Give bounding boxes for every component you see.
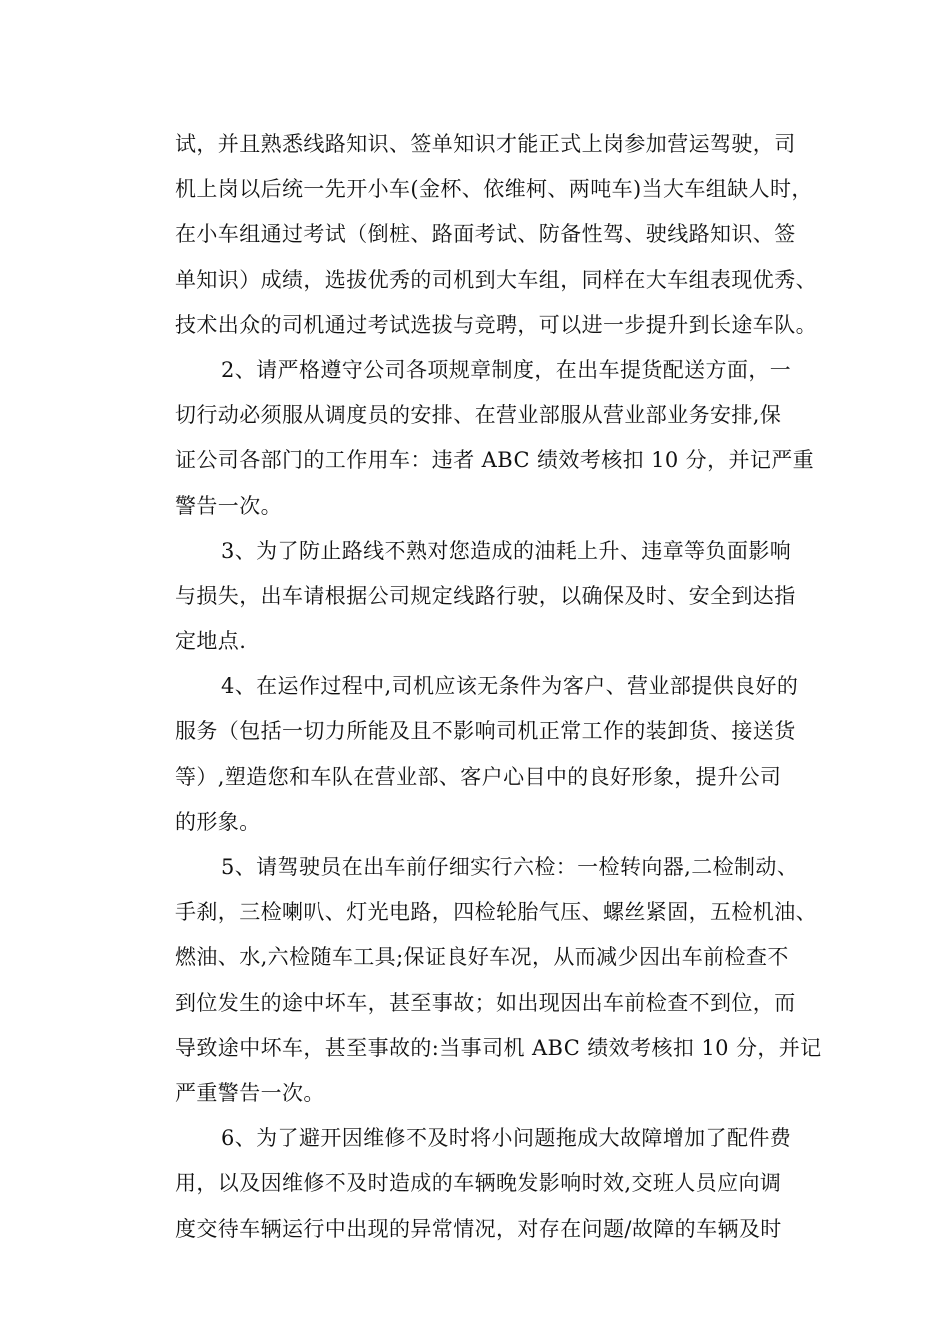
- text-line: 在小车组通过考试（倒桩、路面考试、防备性驾、驶线路知识、签: [175, 222, 796, 247]
- text-line: 证公司各部门的工作用车：违者 ABC 绩效考核扣 10 分，并记严重: [175, 448, 815, 473]
- text-line: 5、请驾驶员在出车前仔细实行六检：一检转向器,二检制动、: [221, 855, 799, 879]
- text-line: 切行动必须服从调度员的安排、在营业部服从营业部业务安排,保: [175, 403, 782, 428]
- paragraph-5: [175, 845, 845, 1116]
- text-line: 警告一次。: [175, 493, 282, 518]
- text-line: 导致途中坏车，甚至事故的:当事司机 ABC 绩效考核扣 10 分，并记: [175, 1035, 822, 1060]
- text-line: 用，以及因维修不及时造成的车辆晚发影响时效,交班人员应向调: [175, 1171, 782, 1196]
- text-line: 等）,塑造您和车队在营业部、客户心目中的良好形象，提升公司: [175, 764, 782, 789]
- text-line: 单知识）成绩，选拔优秀的司机到大车组，同样在大车组表现优秀、: [175, 267, 817, 292]
- text-line: 定地点.: [175, 629, 247, 654]
- text-line: 与损失，出车请根据公司规定线路行驶，以确保及时、安全到达指: [175, 583, 796, 608]
- text-line: 度交待车辆运行中出现的异常情况，对存在问题/故障的车辆及时: [175, 1216, 782, 1241]
- text-line: 3、为了防止路线不熟对您造成的油耗上升、违章等负面影响: [221, 538, 792, 563]
- text-line: 到位发生的途中坏车，甚至事故；如出现因出车前检查不到位，而: [175, 990, 796, 1015]
- text-line: 燃油、水,六检随车工具;保证良好车况，从而减少因出车前检查不: [175, 945, 789, 970]
- text-line: 4、在运作过程中,司机应该无条件为客户、营业部提供良好的: [221, 674, 799, 699]
- paragraph-4: [175, 664, 845, 845]
- text-line: 技术出众的司机通过考试选拔与竞聘，可以进一步提升到长途车队。: [175, 312, 817, 337]
- text-line: 的形象。: [175, 809, 261, 834]
- paragraph-1: [175, 122, 845, 348]
- text-line: 2、请严格遵守公司各项规章制度，在出车提货配送方面，一: [221, 357, 792, 382]
- paragraph-6: [175, 1116, 845, 1252]
- text-line: 服务（包括一切力所能及且不影响司机正常工作的装卸货、接送货: [175, 719, 796, 744]
- document-body: [175, 122, 845, 1252]
- text-line: 试，并且熟悉线路知识、签单知识才能正式上岗参加营运驾驶，司: [175, 132, 796, 156]
- paragraph-3: [175, 529, 845, 665]
- text-line: 严重警告一次。: [175, 1080, 325, 1105]
- text-line: 6、为了避开因维修不及时将小问题拖成大故障增加了配件费: [221, 1126, 792, 1151]
- text-line: 手刹，三检喇叭、灯光电路，四检轮胎气压、螺丝紧固，五检机油、: [175, 900, 817, 925]
- paragraph-2: [175, 348, 845, 529]
- text-line: 机上岗以后统一先开小车(金杯、依维柯、两吨车)当大车组缺人时，: [175, 177, 813, 202]
